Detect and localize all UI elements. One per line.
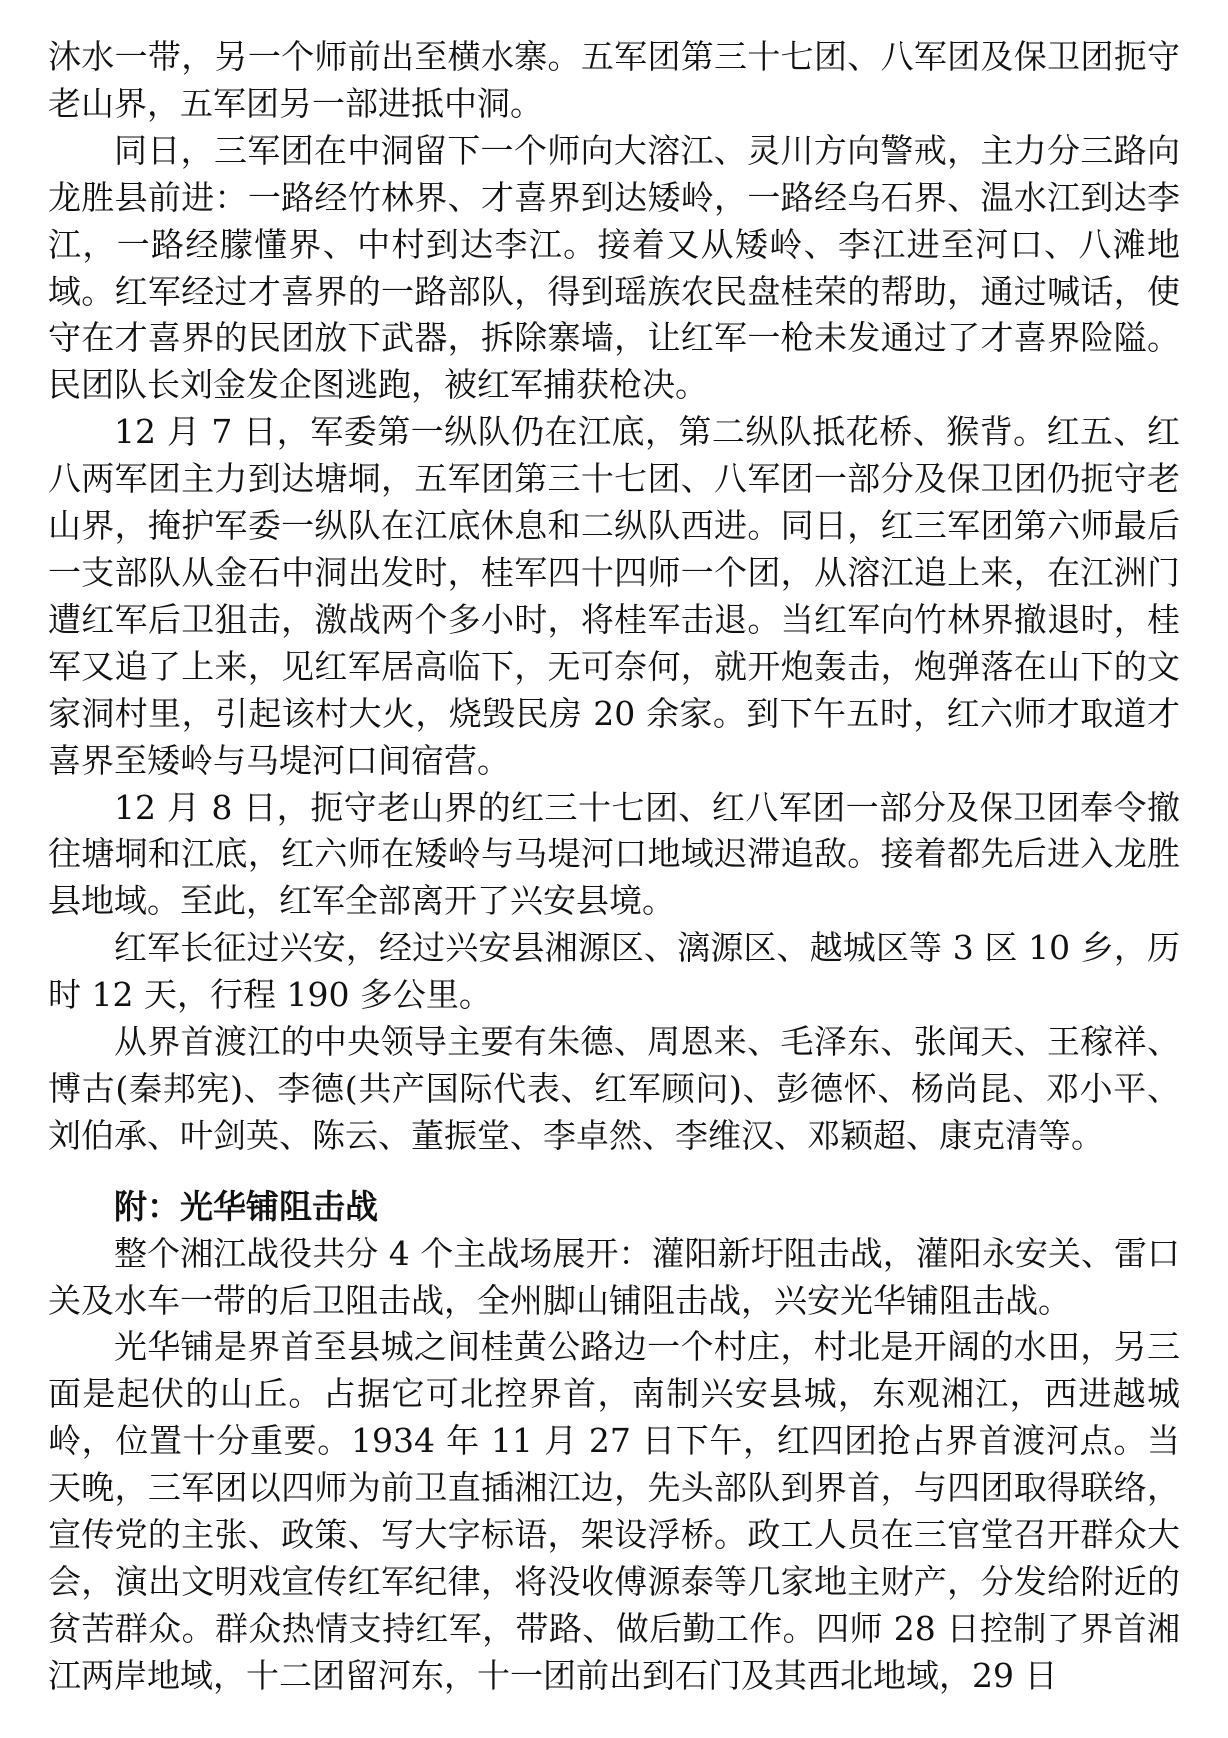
paragraph: 从界首渡江的中央领导主要有朱德、周恩来、毛泽东、张闻天、王稼祥、博古(秦邦宪)、李德(共产国际代表、红军顾问)、彭德怀、杨尚昆、邓小平、刘伯承、叶剑英、陈云、董振堂、李卓然、李维汉、邓颖超、康克清等。 [48,1022,1180,1155]
paragraph: 同日，三军团在中洞留下一个师向大溶江、灵川方向警戒，主力分三路向龙胜县前进：一路经竹林界、才喜界到达矮岭，一路经乌石界、温水江到达李江，一路经朦懂界、中村到达李江。接着又从矮岭、李江进至河口、八滩地域。红军经过才喜界的一路部队，得到瑶族农民盘桂荣的帮助，通过喊话，使守在才喜界的民团放下武器，拆除寨墙，让红军一枪未发通过了才喜界险隘。民团队长刘金发企图逃跑，被红军捕获枪决。 [48,130,1180,405]
document-page [48,34,1180,1700]
paragraph-continued: 沐水一带，另一个师前出至横水寨。五军团第三十七团、八军团及保卫团扼守老山界，五军团另一部进抵中洞。 [48,37,1180,123]
appendix-paragraph: 整个湘江战役共分 4 个主战场展开：灌阳新圩阻击战，灌阳永安关、雷口关及水车一带的后卫阻击战，全州脚山铺阻击战，兴安光华铺阻击战。 [48,1233,1180,1320]
section-spacer [48,1160,1180,1184]
paragraph: 12 月 8 日，扼守老山界的红三十七团、红八军团一部分及保卫团奉令撤往塘垌和江底，红六师在矮岭与马堤河口地域迟滞追敌。接着都先后进入龙胜县地域。至此，红军全部离开了兴安县境。 [48,787,1180,921]
appendix-heading: 附：光华铺阻击战 [114,1186,378,1226]
paragraph: 12 月 7 日，军委第一纵队仍在江底，第二纵队抵花桥、猴背。红五、红八两军团主力到达塘垌，五军团第三十七团、八军团一部分及保卫团仍扼守老山界，掩护军委一纵队在江底休息和二纵队西进。同日，红三军团第六师最后一支部队从金石中洞出发时，桂军四十四师一个团，从溶江追上来，在江洲门遭红军后卫狙击，激战两个多小时，将桂军击退。当红军向竹林界撤退时，桂军又追了上来，见红军居高临下，无可奈何，就开炮轰击，炮弹落在山下的文家洞村里，引起该村大火，烧毁民房 20 余家。到下午五时，红六师才取道才喜界至矮岭与马堤河口间宿营。 [48,412,1180,780]
appendix-paragraph: 光华铺是界首至县城之间桂黄公路边一个村庄，村北是开阔的水田，另三面是起伏的山丘。占据它可北控界首，南制兴安县城，东观湘江，西进越城岭，位置十分重要。1934 年 11 月 27 日下午，红四团抢占界首渡河点。当天晚，三军团以四师为前卫直插湘江边，先头部队到界首，与四团取得联络，宣传党的主张、政策、写大字标语，架设浮桥。政工人员在三官堂召开群众大会，演出文明戏宣传红军纪律，将没收傅源泰等几家地主财产，分发给附近的贫苦群众。群众热情支持红军，带路、做后勤工作。四师 28 日控制了界首湘江两岸地域，十二团留河东，十一团前出到石门及其西北地域，29 日 [48,1327,1180,1695]
paragraph: 红军长征过兴安，经过兴安县湘源区、漓源区、越城区等 3 区 10 乡，历时 12 天，行程 190 多公里。 [48,928,1180,1015]
